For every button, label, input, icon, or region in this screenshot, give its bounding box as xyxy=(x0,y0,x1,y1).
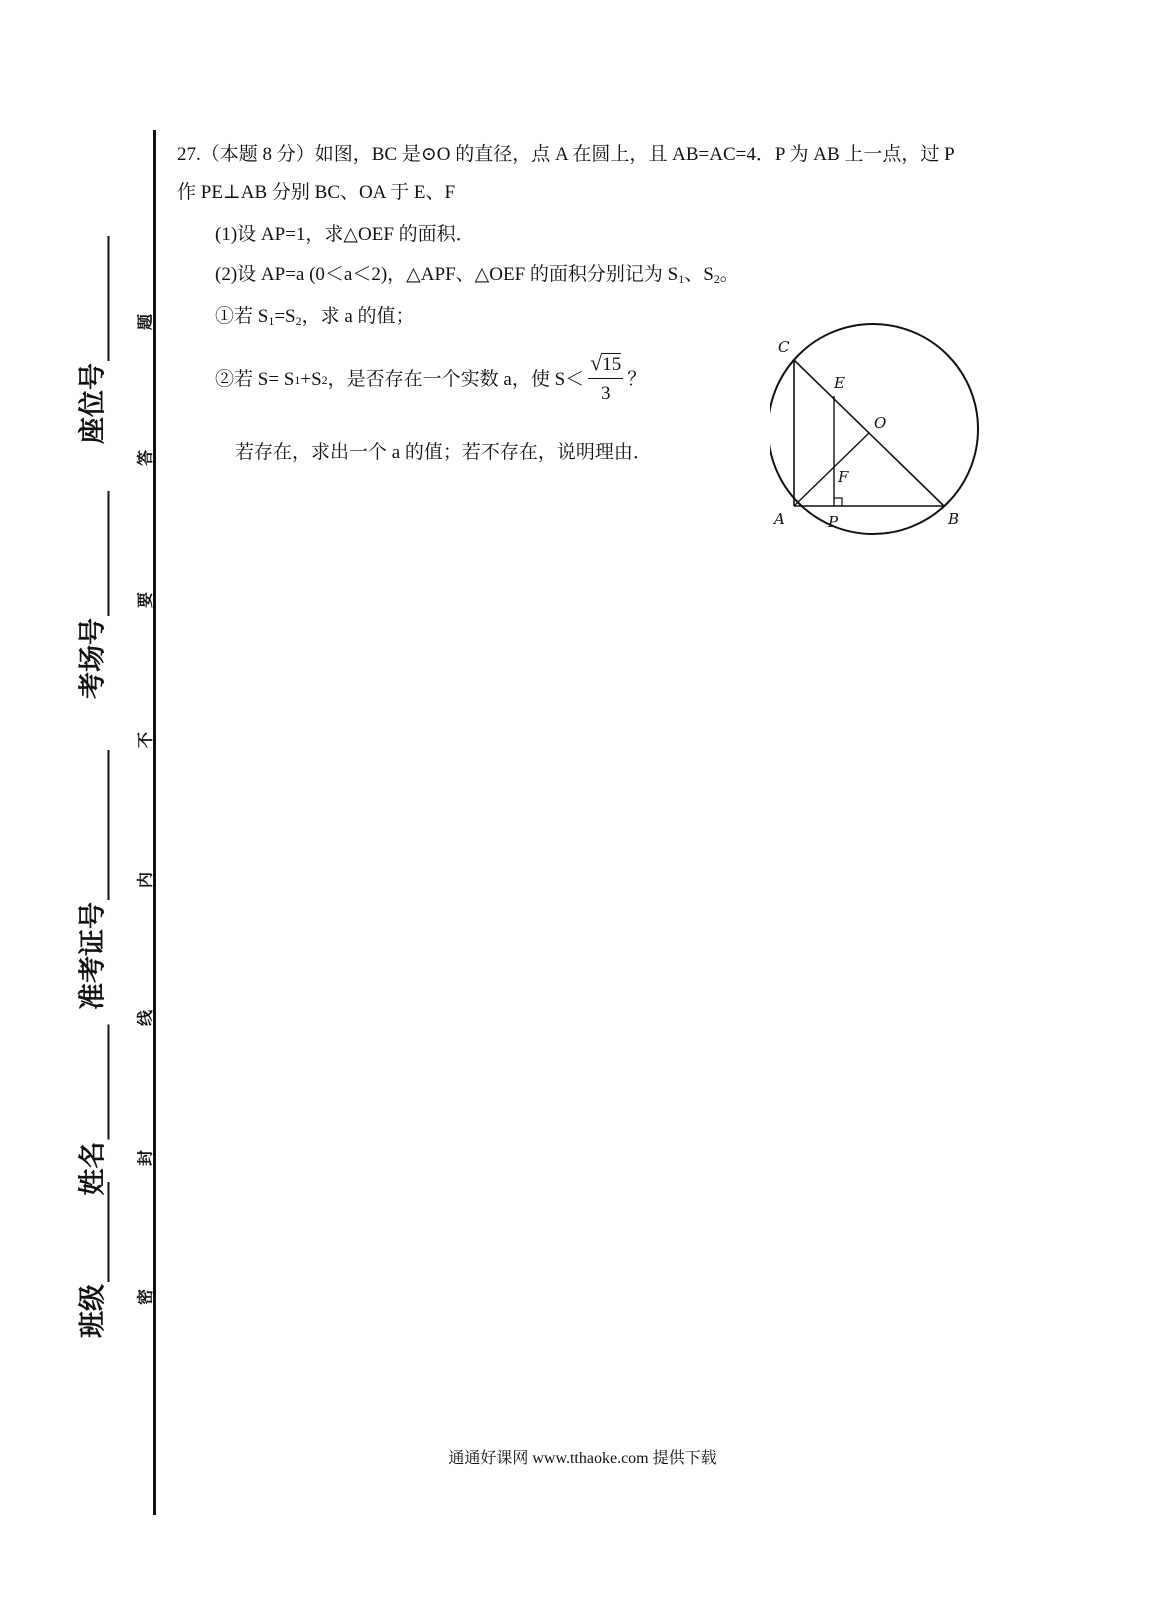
subscript: 2 xyxy=(321,372,328,387)
label-e: E xyxy=(834,374,845,392)
seal-char: 内 xyxy=(135,871,155,889)
seal-char: 题 xyxy=(135,313,155,331)
admission-number-label: 准考证号 xyxy=(77,902,109,1010)
name-label: 姓名 xyxy=(77,1141,109,1196)
part-2-text-b: 、S xyxy=(684,264,714,285)
class-label: 班级 xyxy=(77,1284,109,1338)
subscript: 1 xyxy=(268,314,275,328)
part-1: (1)设 AP=1，求△OEF 的面积． xyxy=(215,224,475,245)
label-p: P xyxy=(828,513,839,531)
fraction-sqrt15-over-3 xyxy=(588,350,623,409)
question-1-text-a: ①若 S xyxy=(215,306,269,327)
part-2-text-a: (2)设 AP=a (0＜a＜2)，△APF、△OEF 的面积分别记为 S xyxy=(215,264,679,285)
exam-room-field xyxy=(71,491,110,699)
admission-number-blank xyxy=(84,750,110,900)
seal-char: 不 xyxy=(135,731,155,749)
question-2-text-a: ②若 S= S xyxy=(215,368,295,390)
seal-char: 封 xyxy=(135,1149,155,1167)
binding-line xyxy=(153,130,156,1515)
segment-ao xyxy=(794,433,869,506)
figure-svg xyxy=(770,318,1000,548)
question-1 xyxy=(215,298,415,340)
right-angle-mark xyxy=(834,498,842,506)
part-2-text-c: 。 xyxy=(719,264,739,285)
subscript: 1 xyxy=(294,372,301,387)
question-1-text-b: =S xyxy=(274,306,296,327)
exam-room-blank xyxy=(84,491,110,616)
geometry-figure xyxy=(770,318,1000,548)
footer-credit: 通通好课网 www.tthaoke.com 提供下载 xyxy=(448,1450,717,1467)
question-2-line2: 若存在，求出一个 a 的值；若不存在，说明理由． xyxy=(235,442,652,463)
name-field xyxy=(71,1025,110,1196)
subscript: 2 xyxy=(295,314,302,328)
class-field xyxy=(71,1182,110,1338)
seal-char: 答 xyxy=(135,449,155,467)
radicand: 15 xyxy=(602,354,622,375)
class-blank xyxy=(84,1182,110,1282)
admission-number-field xyxy=(71,750,110,1010)
question-2-text-b: +S xyxy=(300,368,322,390)
seat-number-field xyxy=(71,236,110,444)
question-1-text-c: ，求 a 的值； xyxy=(301,306,415,327)
fraction-denominator: 3 xyxy=(600,383,611,404)
question-2-text-c: ，是否存在一个实数 a，使 S＜ xyxy=(327,368,585,390)
problem-statement-line1: 27.（本题 8 分）如图，BC 是⊙O 的直径，点 A 在圆上，且 AB=AC=4．P 为 AB 上一点，过 P xyxy=(177,144,955,165)
fraction-numerator xyxy=(588,350,623,379)
label-c: C xyxy=(778,338,790,356)
seal-char: 线 xyxy=(135,1009,155,1027)
label-f: F xyxy=(838,468,849,486)
seal-char: 密 xyxy=(135,1288,155,1306)
seat-number-blank xyxy=(84,236,110,361)
question-2 xyxy=(215,350,646,409)
exam-room-label: 考场号 xyxy=(77,618,109,699)
subscript: 2 xyxy=(713,272,720,286)
radical-sign: √ xyxy=(590,350,603,375)
part-2 xyxy=(215,256,739,298)
problem-statement-line2: 作 PE⊥AB 分别 BC、OA 于 E、F xyxy=(177,182,456,203)
subscript: 1 xyxy=(678,272,685,286)
seal-char: 要 xyxy=(135,591,155,609)
name-blank xyxy=(84,1025,110,1140)
question-2-text-d: ？ xyxy=(627,368,647,390)
label-o: O xyxy=(874,414,887,432)
seat-number-label: 座位号 xyxy=(77,363,109,444)
label-a: A xyxy=(774,510,785,528)
label-b: B xyxy=(948,510,960,528)
